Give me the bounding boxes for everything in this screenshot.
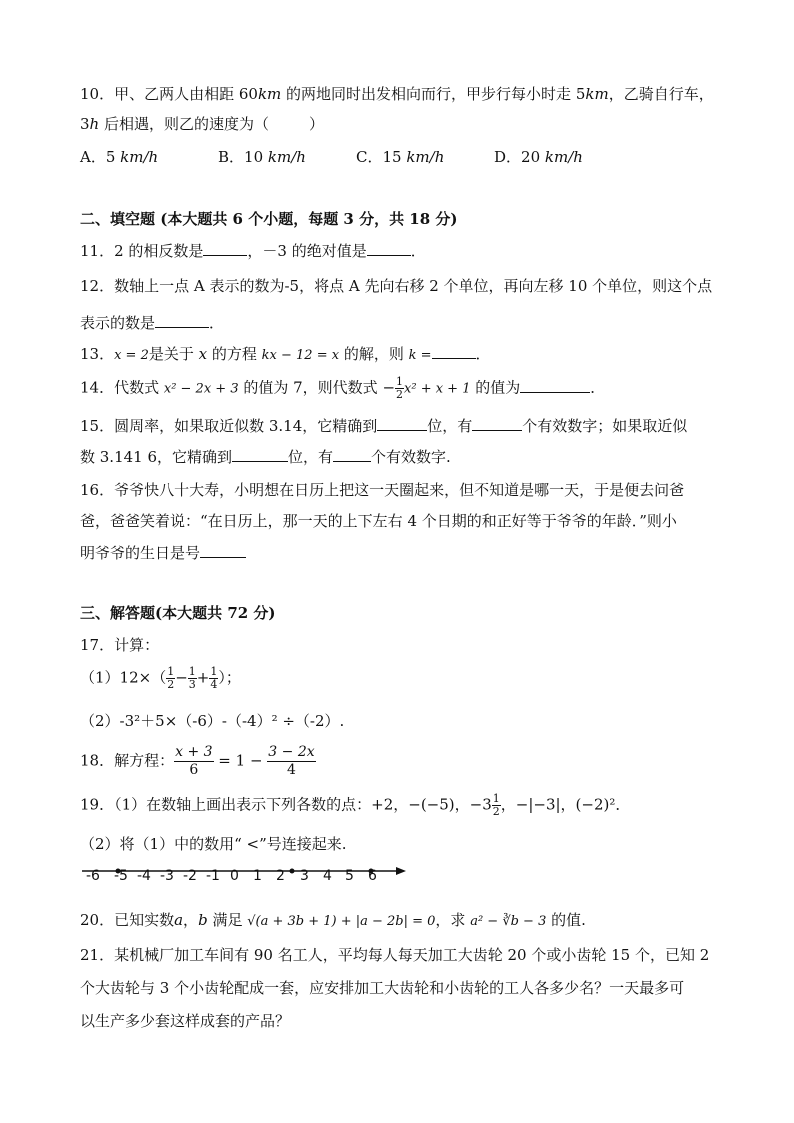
q10-choices: [80, 146, 632, 167]
q16-line2: 爸，爸爸笑着说：“在日历上，那一天的上下左右 4 个日期的和正好等于爷爷的年龄．”则小: [80, 512, 677, 530]
answer-blank[interactable]: [520, 378, 590, 393]
choice-b[interactable]: B．10 km/h: [218, 148, 306, 166]
tick-label: 4: [323, 868, 332, 884]
q15-line2: 数 3.141 6，它精确到 位，有 个有效数字.: [80, 448, 451, 466]
answer-blank[interactable]: [200, 543, 246, 558]
choice-a[interactable]: A．5 km/h: [80, 148, 159, 166]
tick-label: 5: [345, 868, 354, 884]
fraction: $\frac{1}{2}$: [492, 792, 500, 818]
q15-line1: 15．圆周率，如果取近似数 3.14，它精确到 位，有 个有效数字；如果取近似: [80, 417, 688, 435]
section3-title: 三、解答题(本大题共 72 分): [80, 604, 276, 622]
number-line-axis: [80, 862, 410, 890]
q10-line2: 3h 后相遇，则乙的速度为（ ）: [80, 115, 325, 133]
fraction: $\frac{3 - 2x}{4}$: [268, 744, 315, 778]
section2-title: 二、填空题 (本大题共 6 个小题，每题 3 分，共 18 分): [80, 210, 458, 228]
tick-label: -5: [114, 868, 128, 884]
tick-label: 2: [276, 868, 285, 884]
q14: 14．代数式 x² − 2x + 3 的值为 7，则代数式 − $\frac{1}{2}$ x² + x + 1 的值为 ．: [80, 375, 606, 401]
tick-label: 6: [368, 868, 377, 884]
answer-blank[interactable]: [432, 344, 476, 359]
answer-blank[interactable]: [155, 313, 209, 328]
answer-blank[interactable]: [333, 447, 371, 462]
q21-line2: 个大齿轮与 3 个小齿轮配成一套，应安排加工大齿轮和小齿轮的工人各多少名？一天最多可: [80, 979, 685, 997]
answer-blank[interactable]: [232, 447, 288, 462]
tick-label: -3: [160, 868, 174, 884]
q13: 13．x = 2是关于 x 的方程 kx − 12 = x 的解，则 k = ．: [80, 345, 491, 363]
choice-c[interactable]: C．15 km/h: [356, 148, 445, 166]
q10-line1: 10．甲、乙两人由相距 60km 的两地同时出发相向而行，甲步行每小时走 5km，乙骑自行车，: [80, 85, 714, 103]
q17-title: 17．计算：: [80, 636, 160, 654]
q16-line3: 明爷爷的生日是号: [80, 542, 246, 563]
fraction: $\frac{1}{2}$: [167, 665, 175, 691]
q18: 18．解方程： $\frac{x + 3}{6}$ = 1 − $\frac{3 - 2x}{4}$: [80, 744, 315, 778]
choice-d[interactable]: D．20 km/h: [494, 148, 583, 166]
q21-line1: 21．某机械厂加工车间有 90 名工人，平均每人每天加工大齿轮 20 个或小齿轮 15 个，已知 2: [80, 946, 710, 964]
q12-line2: 表示的数是 ．: [80, 314, 225, 332]
tick-label: -4: [137, 868, 151, 884]
q11: 11．2 的相反数是 ，－3 的绝对值是 ．: [80, 242, 426, 260]
fraction: $\frac{x + 3}{6}$: [175, 744, 213, 778]
q17-part2: （2）-3²＋5×（-6）-（-4）² ÷（-2）.: [80, 712, 345, 730]
q17-part1: （1）12×（ $\frac{1}{2}$ − $\frac{1}{3}$ + $\frac{1}{4}$ ）；: [80, 665, 241, 691]
tick-label: -6: [86, 868, 100, 884]
tick-label: 0: [230, 868, 239, 884]
tick-label: -2: [183, 868, 197, 884]
answer-blank[interactable]: [367, 241, 411, 256]
tick-label: -1: [206, 868, 220, 884]
number-line: [80, 862, 410, 890]
q12-line1: 12．数轴上一点 A 表示的数为-5，将点 A 先向右移 2 个单位，再向左移 10 个单位，则这个点: [80, 277, 713, 295]
q19-part1: 19．（1）在数轴上画出表示下列各数的点：+2，−(−5)，−3 $\frac{1}{2}$ ，−|−3|，(−2)²．: [80, 792, 631, 818]
answer-blank[interactable]: [203, 241, 247, 256]
tick-label: 1: [253, 868, 262, 884]
q16-line1: 16．爷爷快八十大寿，小明想在日历上把这一天圈起来，但不知道是哪一天，于是便去问爸: [80, 481, 685, 499]
fraction: $\frac{1}{3}$: [188, 665, 196, 691]
q19-part2: （2）将（1）中的数用“ <”号连接起来.: [80, 835, 347, 853]
q20: 20．已知实数a，b 满足 √(a + 3b + 1) + |a − 2b| = 0，求 a² − ∛b − 3 的值.: [80, 911, 586, 929]
fraction: $\frac{1}{2}$: [396, 375, 404, 401]
answer-blank[interactable]: [472, 416, 522, 431]
answer-blank[interactable]: [377, 416, 427, 431]
q21-line3: 以生产多少套这样成套的产品？: [80, 1012, 291, 1030]
fraction: $\frac{1}{4}$: [210, 665, 218, 691]
tick-label: 3: [300, 868, 309, 884]
